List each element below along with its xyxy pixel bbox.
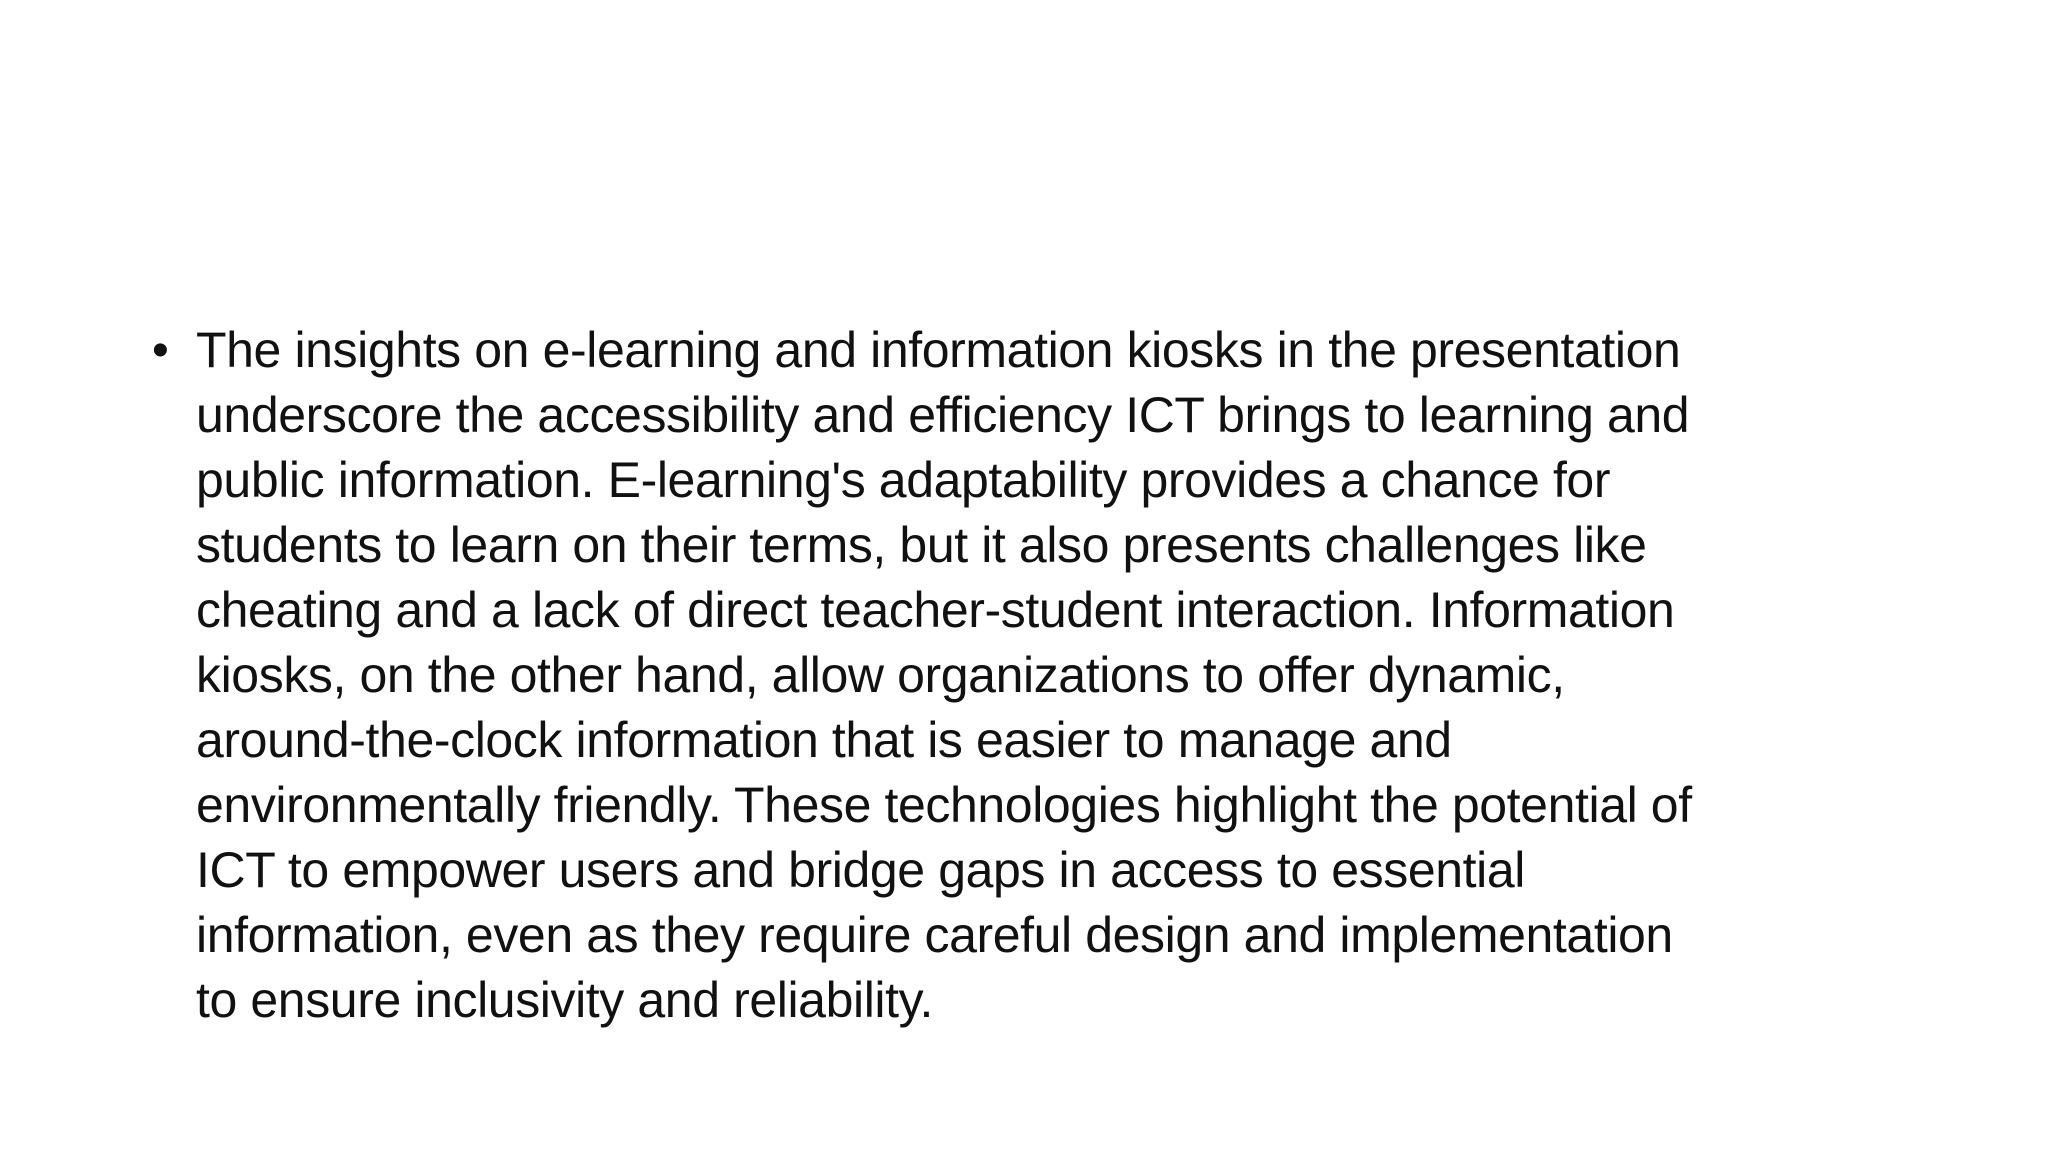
bullet-text (196, 318, 1912, 1033)
bullet-line: The insights on e-learning and information kiosks in the presentation (196, 322, 1681, 378)
bullet-line: information, even as they require careful design and implementation (196, 907, 1673, 963)
bullet-line: to ensure inclusivity and reliability. (196, 972, 933, 1028)
bullet-line: public information. E-learning's adaptability provides a chance for (196, 452, 1611, 508)
bullet-line: around-the-clock information that is easier to manage and (196, 712, 1452, 768)
slide-body (152, 318, 1912, 1033)
bullet-line: ICT to empower users and bridge gaps in access to essential (196, 842, 1525, 898)
bullet-line: students to learn on their terms, but it also presents challenges like (196, 517, 1647, 573)
bullet-item (152, 318, 1912, 1033)
bullet-line: underscore the accessibility and efficiency ICT brings to learning and (196, 387, 1690, 443)
bullet-line: kiosks, on the other hand, allow organizations to offer dynamic, (196, 647, 1565, 703)
bullet-line: cheating and a lack of direct teacher-student interaction. Information (196, 582, 1675, 638)
bullet-icon: • (152, 324, 169, 377)
bullet-line: environmentally friendly. These technologies highlight the potential of (196, 777, 1692, 833)
